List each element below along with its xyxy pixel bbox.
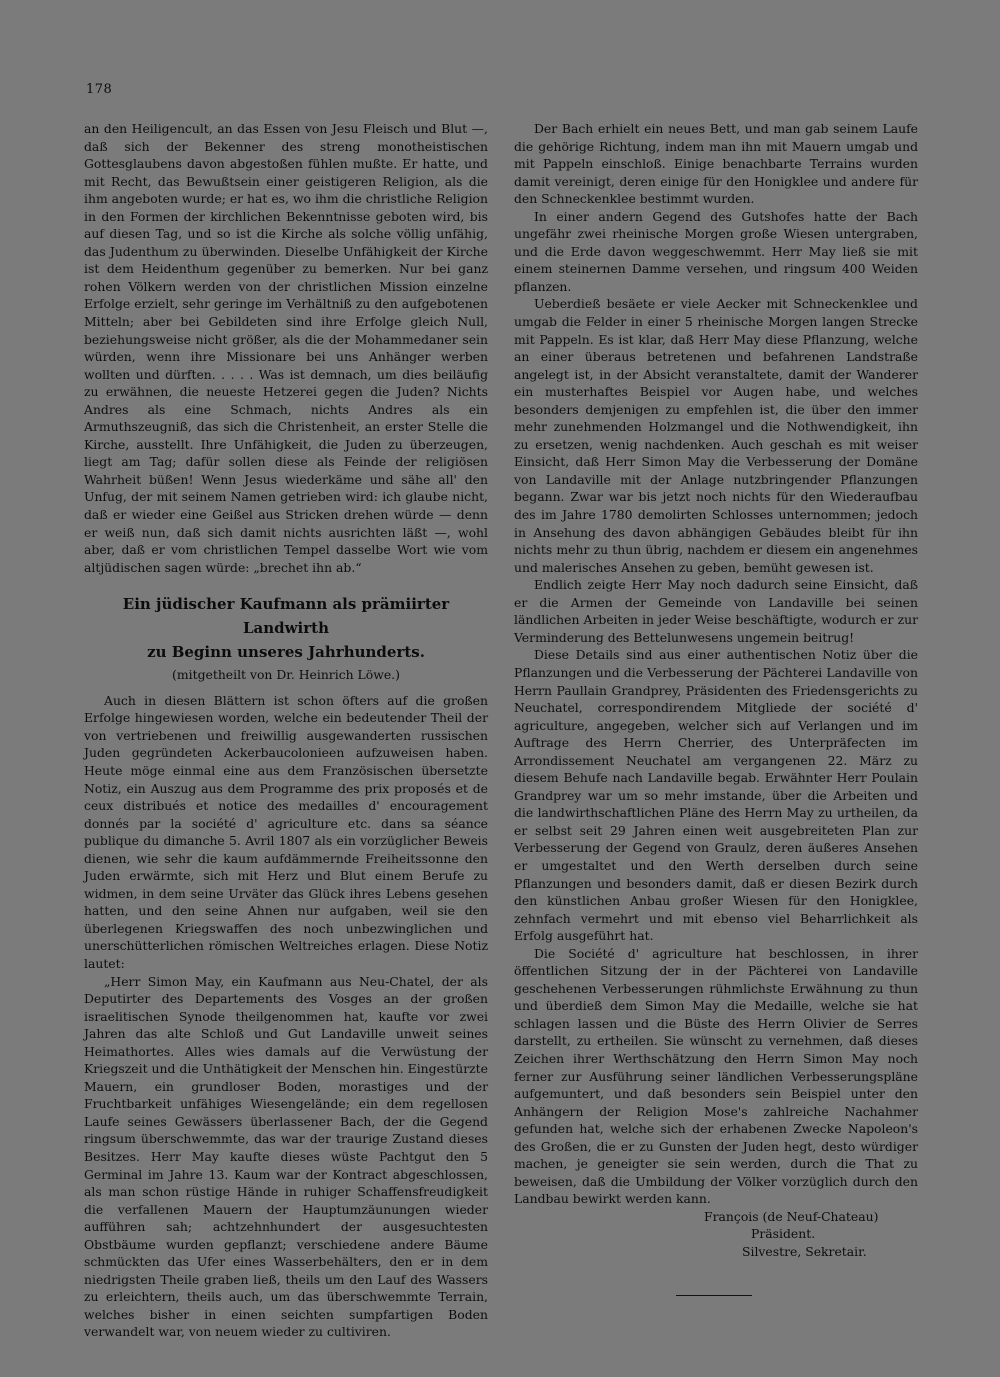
article-title [84, 592, 488, 664]
article-byline: (mitgetheilt von Dr. Heinrich Löwe.) [172, 667, 400, 683]
right-paragraph-2: In einer andern Gegend des Gutshofes hatte der Bach ungefähr zwei rheinische Morgen große Wiesen untergraben, und die Erde davon weggeschwemmt. Herr May ließ sie mit einem steinernen Damme versehen, und ringsum 400 Weiden pflanzen. [514, 208, 918, 294]
left-paragraph-1: an den Heiligencult, an das Essen von Jesu Fleisch und Blut —, daß sich der Bekenner des streng monotheistischen Gottesglaubens davon abgestoßen fühlen mußte. Er hatte, und mit Recht, das Bewußtsein einer geistigeren Religion, als die ihm angeboten wurde; er hat es, wo ihm die christliche Religion in den Formen der kirchlichen Bekenntnisse geboten wird, bis auf diesen Tag, und so ist die Kirche als solche völlig unfähig, das Judenthum zu überwinden. Dieselbe Unfähigkeit der Kirche ist dem Heidenthum gegenüber zu bemerken. Nur bei ganz rohen Völkern werden von der christlichen Mission einzelne Erfolge erzielt, sehr geringe im Verhältniß zu den aufgebotenen Mitteln; aber bei Gebildeten sind ihre Erfolge gleich Null, beziehungsweise nicht größer, als die der Mohammedaner sein würden, wenn ihre Missionare bei uns Anhänger werben wollten und dürften. . . . . Was ist demnach, um dies beiläufig zu erwähnen, die neueste Hetzerei gegen die Juden? Nichts Andres als eine Schmach, nichts Andres als ein Armuthszeugniß, das sich die Christenheit, an erster Stelle die Kirche, ausstellt. Ihre Unfähigkeit, die Juden zu überzeugen, liegt am Tag; dafür sollen diese als Feinde der religiösen Wahrheit büßen! Wenn Jesus wiederkäme und sähe all' den Unfug, der mit seinem Namen getrieben wird: ich glaube nicht, daß er wieder eine Geißel aus Stricken drehen würde — denn er weiß nun, daß sich damit nichts ausrichten läßt —, wohl aber, daß er vom christlichen Tempel dasselbe Wort wie vom altjüdischen sagen würde: „brechet ihn ab.“ [84, 121, 488, 575]
signature-president-name: François (de Neuf-Chateau) [704, 1208, 879, 1224]
right-paragraph-3: Ueberdieß besäete er viele Aecker mit Schneckenklee und umgab die Felder in einer 5 rheinische Morgen langen Strecke mit Pappeln. Es ist klar, daß Herr May diese Pflanzung, welche an einer überaus betretenen und befahrenen Landstraße angelegt ist, in der Absicht veranstaltete, damit der Wanderer ein musterhaftes Beispiel vor Augen habe, und welches besonders demjenigen zu empfehlen ist, die über den immer mehr zunehmenden Holzmangel und die Nothwendigkeit, ihn zu ersetzen, wenig nachdenken. Auch geschah es mit weiser Einsicht, daß Herr Simon May die Verbesserung der Domäne von Landaville mit der Anlage nutzbringender Pflanzungen begann. Zwar war bis jetzt noch nichts für den Wiederaufbau des im Jahre 1780 demolirten Schlosses unternommen; jedoch in Ansehung des davon abhängigen Gebäudes bleibt für ihn nichts mehr zu thun übrig, nachdem er diesem ein angenehmes und malerisches Ansehen zu geben, bemüht gewesen ist. [514, 296, 918, 575]
article-title-line-2: zu Beginn unseres Jahrhunderts. [147, 643, 425, 662]
right-paragraph-6: Die Société d' agriculture hat beschlossen, in ihrer öffentlichen Sitzung der in der Pächterei von Landaville geschehenen Verbesserungen rühmlichste Erwähnung zu thun und überdieß dem Simon May die Medaille, welche sie hat schlagen lassen und die Büste des Herrn Olivier de Serres darstellt, zu ertheilen. Sie wünscht zu vernehmen, daß dieses Zeichen ihrer Werthschätzung den Herrn Simon May noch ferner zur Ausführung seiner ländlichen Verbesserungspläne aufgemuntert, und daß besonders sein Beispiel unter den Anhängern der Religion Mose's zahlreiche Nachahmer gefunden hat, welche sich der erhabenen Zwecke Napoleon's des Großen, die er zu Gunsten der Juden hegt, desto würdiger machen, je geneigter sie sein werden, durch die That zu beweisen, daß die Umbildung der Völker vorzüglich durch den Landbau bewirkt werden kann. [514, 945, 918, 1207]
right-paragraph-4: Endlich zeigte Herr May noch dadurch seine Einsicht, daß er die Armen der Gemeinde von Landaville bei seinen ländlichen Arbeiten in jeder Weise beschäftigte, wodurch er zur Verminderung des Bettelunwesens ungemein beitrug! [514, 577, 918, 645]
left-paragraph-3: „Herr Simon May, ein Kaufmann aus Neu-Chatel, der als Deputirter des Departements des Vosges an der großen israelitischen Synode theilgenommen hat, kaufte vor zwei Jahren das alte Schloß und Gut Landaville unweit seines Heimathortes. Alles wies damals auf die Verwüstung der Kriegszeit und die Unthätigkeit der Menschen hin. Eingestürzte Mauern, ein grundloser Boden, morastiges und der Fruchtbarkeit unfähiges Wiesengelände; ein dem regellosen Laufe seines Gewässers überlassener Bach, der die Gegend ringsum überschwemmte, das war der traurige Zustand dieses Besitzes. Herr May kaufte dieses wüste Pachtgut den 5 Germinal im Jahre 13. Kaum war der Kontract abgeschlossen, als man schon rüstige Hände in ruhiger Schaffensfreudigkeit die verfallenen Mauern der Hauptumzäunungen wieder aufführen sah; achtzehnhundert der ausgesuchtesten Obstbäume wurden gepflanzt; verschiedene andere Bäume schmückten das Ufer eines Wasserbehälters, den er in dem niedrigsten Theile graben ließ, theils um den Lauf des Wassers zu erleichtern, theils auch, um das überschwemmte Terrain, welches bisher in einen seichten sumpfartigen Boden verwandelt war, von neuem wieder zu cultiviren. [84, 973, 488, 1340]
left-paragraph-2: Auch in diesen Blättern ist schon öfters auf die großen Erfolge hingewiesen worden, welche ein bedeutender Theil der von vertriebenen und freiwillig ausgewanderten russischen Juden gegründeten Ackerbaucolonieen aufzuweisen haben. Heute möge einmal eine aus dem Französischen übersetzte Notiz, ein Auszug aus dem Programme des prix proposés et de ceux distribués et notice des medailles d' encouragement donnés par la société d' agriculture etc. dans sa séance publique du dimanche 5. Avril 1807 als ein vorzüglicher Beweis dienen, wie sehr die kaum aufdämmernde Freiheitssonne den Juden erwärmte, sich mit Herz und Blut einem Berufe zu widmen, in dem seine Urväter das Glück ihres Lebens gesehen hatten, und den seine Ahnen nur aufgaben, weil sie den überlegenen Kriegswaffen des noch unbezwinglichen und unerschütterlichen römischen Weltreiches erlagen. Diese Notiz lautet: [84, 692, 488, 971]
right-paragraph-5: Diese Details sind aus einer authentischen Notiz über die Pflanzungen und die Verbesserung der Pächterei Landaville von Herrn Paullain Grandprey, Präsidenten des Friedensgerichts zu Neuchatel, correspondirendem Mitgliede der société d' agriculture, angegeben, welcher sich auf Verlangen und im Auftrage des Herrn Cherrier, des Unterpräfecten im Arrondissement Neuchatel am vergangenen 22. März zu diesem Behufe nach Landaville begab. Erwähnter Herr Poulain Grandprey war um so mehr imstande, über die Arbeiten und die landwirthschaftlichen Pläne des Herrn May zu urtheilen, da er selbst seit 29 Jahren einen weit ausgebreiteten Plan zur Verbesserung der Gegend von Graulz, deren äußeres Ansehen er umgestaltet und den Werth derselben durch seine Pflanzungen und besonders damit, daß er diesen Bezirk durch den künstlichen Anbau großer Wiesen für den Honigklee, zehnfach vermehrt und mit ebenso viel Beharrlichkeit als Erfolg ausgeführt hat. [514, 647, 918, 944]
closing-rule [676, 1295, 752, 1296]
article-title-line-1: Ein jüdischer Kaufmann als prämiirter Landwirth [122, 595, 450, 638]
left-column [84, 120, 488, 1341]
right-column [514, 120, 918, 1296]
signature-president-title: Präsident. [751, 1226, 816, 1242]
signature-secretary: Silvestre, Sekretair. [742, 1244, 867, 1259]
right-paragraph-1: Der Bach erhielt ein neues Bett, und man gab seinem Laufe die gehörige Richtung, indem man ihn mit Mauern umgab und mit Pappeln einschloß. Einige benachbarte Terrains wurden damit vereinigt, deren einige für den Honigklee und andere für den Schneckenklee bestimmt wurden. [514, 121, 918, 207]
page-number: 178 [86, 82, 113, 97]
